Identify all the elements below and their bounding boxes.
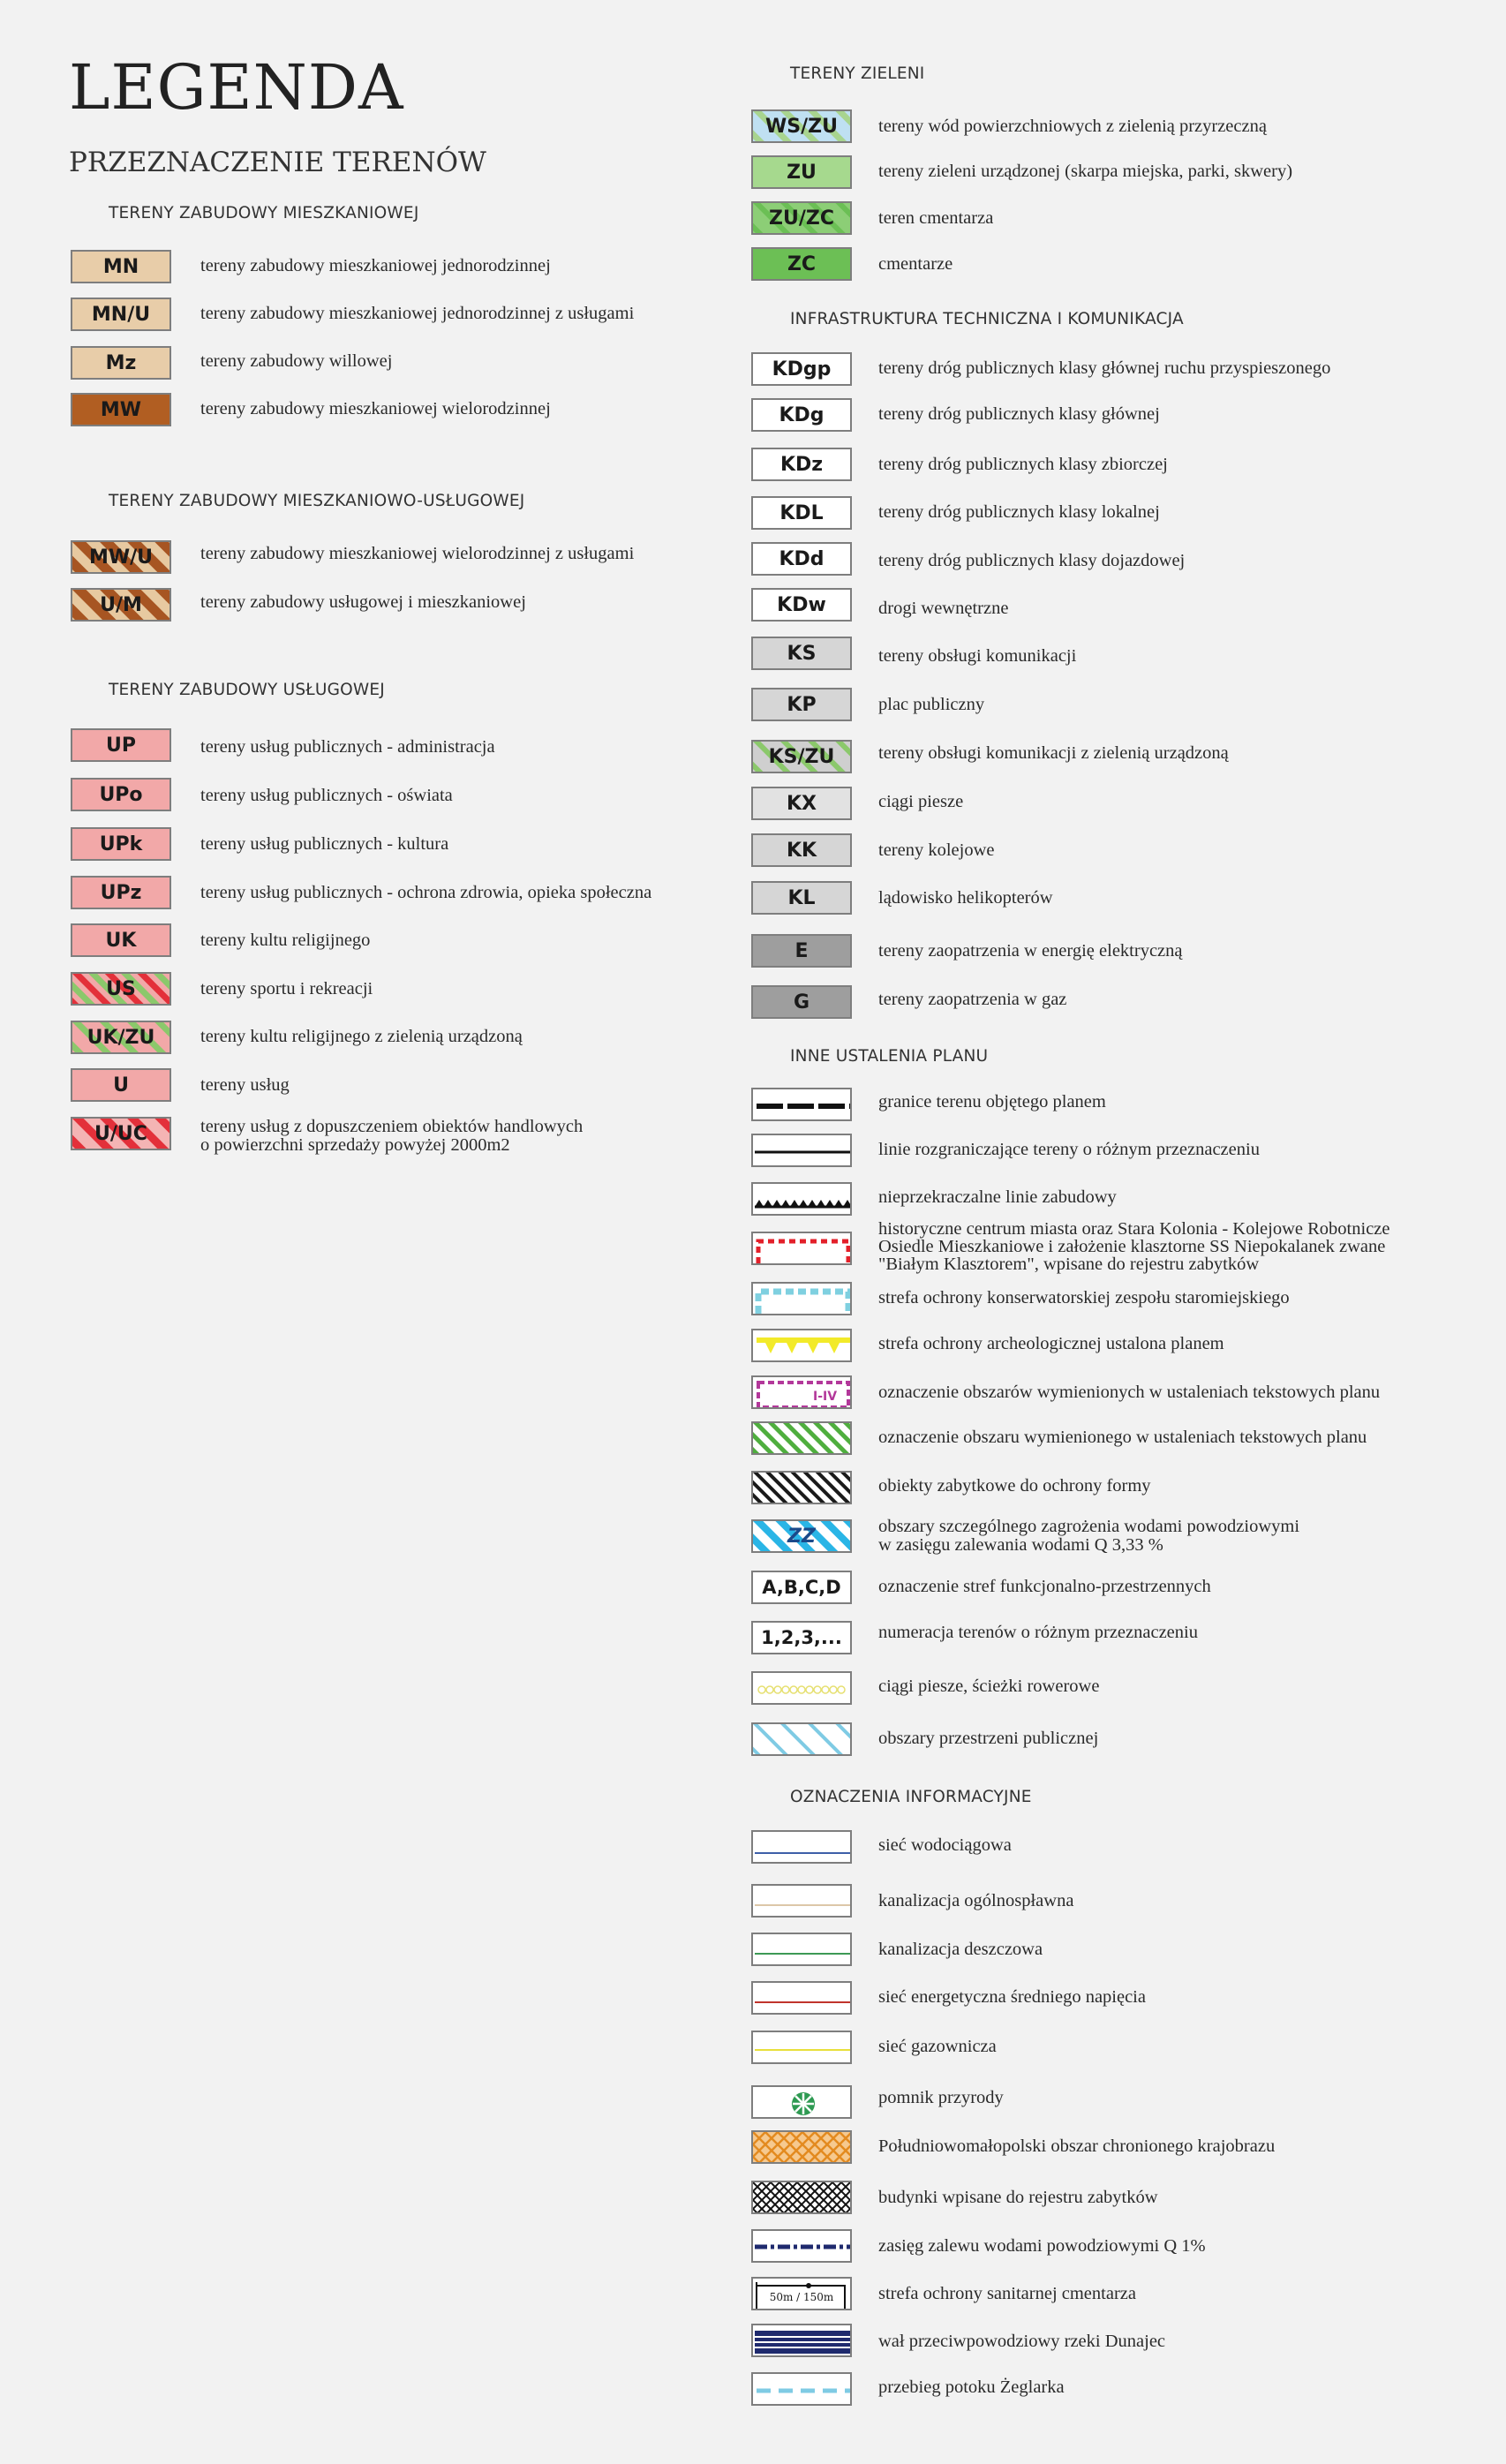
legend-label: kanalizacja ogólnospławna — [878, 1891, 1074, 1910]
swatch-mz: Mz — [71, 346, 171, 380]
swatch-kdl: KDL — [751, 496, 852, 530]
legend-label: sieć gazownicza — [878, 2037, 997, 2056]
symbol-flood-zone-text: ZZ — [787, 1525, 816, 1548]
swatch-kdgp: KDgp — [751, 352, 852, 386]
symbol-protected-landscape — [751, 2130, 852, 2164]
legend-label: linie rozgraniczające tereny o różnym przeznaczeniu — [878, 1140, 1260, 1159]
legend-label: numeracja terenów o różnym przeznaczeniu — [878, 1623, 1198, 1642]
swatch-kp: KP — [751, 688, 852, 721]
symbol-natural-monument — [751, 2085, 852, 2119]
legend-label: tereny dróg publicznych klasy zbiorczej — [878, 455, 1168, 474]
swatch-u-uc: U/UC — [71, 1117, 171, 1150]
legend-label: tereny zabudowy usługowej i mieszkaniowej — [200, 592, 526, 612]
symbol-archaeological-zone — [751, 1329, 852, 1362]
symbol-water-network — [751, 1830, 852, 1864]
symbol-bike-paths — [751, 1671, 852, 1705]
symbol-areas-text: I-IV — [813, 1390, 838, 1404]
legend-label: obszary przestrzeni publicznej — [878, 1729, 1099, 1748]
symbol-power-line — [751, 1981, 852, 2015]
symbol-abcd: A,B,C,D — [751, 1571, 852, 1604]
symbol-flood-zone — [751, 1519, 852, 1553]
legend-label: tereny obsługi komunikacji z zielenią urządzoną — [878, 743, 1229, 763]
legend-label: tereny usług publicznych - oświata — [200, 786, 453, 805]
legend-label: tereny usług z dopuszczeniem obiektów handlowych — [200, 1117, 584, 1136]
legend-label: ciągi piesze, ścieżki rowerowe — [878, 1677, 1100, 1696]
swatch-kx: KX — [751, 787, 852, 820]
green-heading: TERENY ZIELENI — [790, 64, 925, 83]
legend-label: historyczne centrum miasta oraz Stara Kolonia - Kolejowe Robotnicze — [878, 1219, 1390, 1239]
swatch-us: US — [71, 972, 171, 1006]
legend-label: Południowomałopolski obszar chronionego krajobrazu — [878, 2136, 1276, 2156]
legend-label: tereny dróg publicznych klasy głównej ruchu przyspieszonego — [878, 358, 1331, 378]
swatch-ks: KS — [751, 637, 852, 670]
swatch-zu: ZU — [751, 155, 852, 189]
swatch-kdw: KDw — [751, 588, 852, 622]
symbol-flood-extent — [751, 2229, 852, 2263]
legend-label: tereny zieleni urządzonej (skarpa miejska, parki, skwery) — [878, 162, 1293, 181]
swatch-upz: UPz — [71, 876, 171, 909]
swatch-upo: UPo — [71, 778, 171, 811]
swatch-kdg: KDg — [751, 398, 852, 432]
legend-label: tereny dróg publicznych klasy głównej — [878, 404, 1160, 424]
swatch-mw-u: MW/U — [71, 540, 171, 574]
swatch-ws-zu: WS/ZU — [751, 109, 852, 143]
legend-label: tereny usług publicznych - kultura — [200, 834, 449, 854]
legend-label: obszary szczególnego zagrożenia wodami powodziowymi — [878, 1517, 1300, 1536]
legend-label: sieć wodociągowa — [878, 1835, 1012, 1855]
swatch-kdd: KDd — [751, 542, 852, 576]
legend-title: LEGENDA — [69, 51, 404, 124]
swatch-uk: UK — [71, 923, 171, 957]
symbol-flood-embankment — [751, 2324, 852, 2357]
swatch-uk-zu: UK/ZU — [71, 1021, 171, 1054]
services-heading: TERENY ZABUDOWY USŁUGOWEJ — [109, 681, 385, 699]
symbol-plan-boundary — [751, 1088, 852, 1121]
swatch-kdz: KDz — [751, 448, 852, 481]
legend-label: drogi wewnętrzne — [878, 599, 1009, 618]
legend-label: sieć energetyczna średniego napięcia — [878, 1987, 1146, 2007]
legend-label: tereny sportu i rekreacji — [200, 979, 373, 998]
legend-label: lądowisko helikopterów — [878, 888, 1053, 908]
symbol-cemetery-zone — [751, 2277, 852, 2310]
legend-label: obiekty zabytkowe do ochrony formy — [878, 1476, 1151, 1496]
symbol-public-space — [751, 1722, 852, 1756]
legend-label: teren cmentarza — [878, 208, 994, 228]
legend-label: cmentarze — [878, 254, 953, 274]
symbol-registered-buildings — [751, 2181, 852, 2214]
swatch-kl: KL — [751, 881, 852, 915]
swatch-e: E — [751, 934, 852, 968]
symbol-monuments — [751, 1471, 852, 1504]
legend-label: kanalizacja deszczowa — [878, 1940, 1043, 1959]
legend-label: tereny zabudowy mieszkaniowej wielorodzinnej — [200, 399, 551, 418]
legend-label: tereny zabudowy mieszkaniowej jednorodzinnej z usługami — [200, 304, 635, 323]
other-heading: INNE USTALENIA PLANU — [790, 1047, 989, 1066]
legend-label: tereny usług publicznych - ochrona zdrowia, opieka społeczna — [200, 883, 652, 902]
legend-label: tereny zaopatrzenia w energię elektryczną — [878, 941, 1183, 961]
swatch-u: U — [71, 1068, 171, 1102]
symbol-combined-sewer — [751, 1884, 852, 1918]
legend-label: tereny dróg publicznych klasy dojazdowej — [878, 551, 1186, 570]
legend-label: tereny zaopatrzenia w gaz — [878, 990, 1067, 1009]
legend-label: strefa ochrony konserwatorskiej zespołu staromiejskiego — [878, 1288, 1290, 1307]
swatch-mw: MW — [71, 393, 171, 426]
legend-label: budynki wpisane do rejestru zabytków — [878, 2188, 1158, 2207]
legend-label-line3: "Białym Klasztorem", wpisane do rejestru zabytków — [878, 1255, 1260, 1274]
symbol-gas-network — [751, 2031, 852, 2064]
symbol-storm-sewer — [751, 1933, 852, 1966]
swatch-mn-u: MN/U — [71, 298, 171, 331]
legend-label: strefa ochrony sanitarnej cmentarza — [878, 2284, 1136, 2303]
legend-label: ciągi piesze — [878, 792, 964, 811]
mixed-heading: TERENY ZABUDOWY MIESZKANIOWO-USŁUGOWEJ — [109, 492, 525, 510]
legend-label: nieprzekraczalne linie zabudowy — [878, 1187, 1117, 1207]
legend-label-line2: o powierzchni sprzedaży powyżej 2000m2 — [200, 1135, 510, 1155]
swatch-up: UP — [71, 728, 171, 762]
legend-label-line2: w zasięgu zalewania wodami Q 3,33 % — [878, 1535, 1163, 1555]
land-use-subtitle: PRZEZNACZENIE TERENÓW — [69, 147, 486, 178]
symbol-dividing-line — [751, 1134, 852, 1167]
legend-label: tereny obsługi komunikacji — [878, 646, 1077, 666]
legend-label: tereny kultu religijnego — [200, 931, 371, 950]
legend-label: tereny wód powierzchniowych z zielenią przyrzeczną — [878, 117, 1267, 136]
legend-label: zasięg zalewu wodami powodziowymi Q 1% — [878, 2236, 1206, 2256]
legend-label: oznaczenie obszarów wymienionych w ustaleniach tekstowych planu — [878, 1383, 1381, 1402]
legend-label: tereny zabudowy mieszkaniowej jednorodzinnej — [200, 256, 551, 275]
swatch-zc: ZC — [751, 247, 852, 281]
legend-label: tereny zabudowy willowej — [200, 351, 393, 371]
symbol-building-line — [751, 1182, 852, 1216]
info-heading: OZNACZENIA INFORMACYJNE — [790, 1788, 1032, 1806]
swatch-g: G — [751, 985, 852, 1019]
symbol-area-green — [751, 1421, 852, 1455]
legend-label: tereny usług — [200, 1075, 290, 1095]
symbol-conservation-zone — [751, 1282, 852, 1315]
legend-label: przebieg potoku Żeglarka — [878, 2377, 1065, 2397]
legend-label: pomnik przyrody — [878, 2088, 1004, 2107]
symbol-stream — [751, 2372, 852, 2406]
legend-label: tereny kolejowe — [878, 840, 995, 860]
swatch-kk: KK — [751, 833, 852, 867]
legend-label: tereny usług publicznych - administracja — [200, 737, 495, 757]
legend-label: tereny zabudowy mieszkaniowej wielorodzinnej z usługami — [200, 544, 635, 563]
legend-label: oznaczenie stref funkcjonalno-przestrzennych — [878, 1577, 1211, 1596]
legend-label: wał przeciwpowodziowy rzeki Dunajec — [878, 2332, 1166, 2351]
symbol-cemetery-text: 50m / 150m — [769, 2291, 834, 2303]
legend-label: tereny dróg publicznych klasy lokalnej — [878, 502, 1160, 522]
infra-heading: INFRASTRUKTURA TECHNICZNA I KOMUNIKACJA — [790, 310, 1184, 328]
legend-label-line2: Osiedle Mieszkaniowe i założenie klasztorne SS Niepokalanek zwane — [878, 1237, 1386, 1256]
swatch-upk: UPk — [71, 827, 171, 861]
symbol-numbering: 1,2,3,... — [751, 1621, 852, 1654]
swatch-mn: MN — [71, 250, 171, 283]
swatch-ks-zu: KS/ZU — [751, 740, 852, 773]
swatch-u-m: U/M — [71, 588, 171, 622]
legend-label: granice terenu objętego planem — [878, 1092, 1106, 1111]
symbol-historic-center — [751, 1232, 852, 1265]
legend-label: oznaczenie obszaru wymienionego w ustaleniach tekstowych planu — [878, 1428, 1367, 1447]
legend-label: plac publiczny — [878, 695, 985, 714]
legend-label: strefa ochrony archeologicznej ustalona planem — [878, 1334, 1224, 1353]
swatch-zu-zc: ZU/ZC — [751, 201, 852, 235]
symbol-areas-i-iv — [751, 1375, 852, 1409]
legend-label: tereny kultu religijnego z zielenią urządzoną — [200, 1027, 523, 1046]
residential-heading: TERENY ZABUDOWY MIESZKANIOWEJ — [109, 204, 419, 222]
